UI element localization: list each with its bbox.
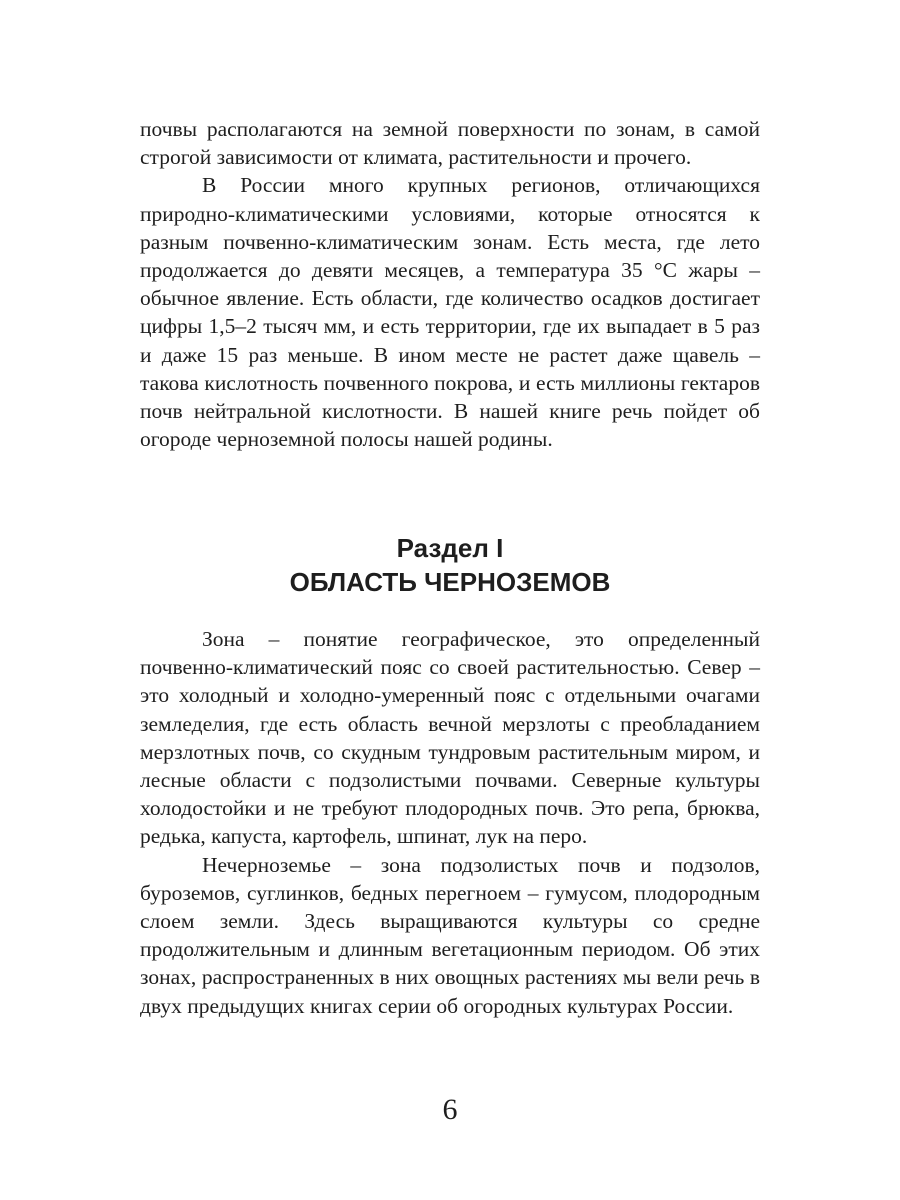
intro-text [140, 115, 760, 453]
paragraph-nonchernozem: Нечерноземье – зона подзолистых почв и подзолов, буроземов, суглинков, бедных перегноем – гумусом, плодородным слоем земли. Здесь выращиваются культуры со средне продолжительным и длинным вегетационным периодом. Об этих зонах, распространенных в них овощных растениях мы вели речь в двух предыдущих книгах серии об огородных культурах России. [140, 852, 760, 1018]
section-heading [140, 531, 760, 599]
page-number: 6 [442, 1093, 458, 1126]
paragraph-zone-definition: Зона – понятие географическое, это определенный почвенно-климатический пояс со своей растительностью. Север – это холодный и холодно-умеренный пояс с отдельными очагами земледелия, где есть область вечной мерзлоты с преобладанием мерзлотных почв, со скудным тундровым растительным миром, и лесные области с подзолистыми почвами. Северные культуры холодостойки и не требуют плодородных почв. Это репа, брюква, редька, капуста, картофель, шпинат, лук на перо. [140, 627, 760, 849]
section-label: Раздел I [396, 533, 504, 563]
section-text [140, 625, 760, 1020]
paragraph-russia-regions: В России много крупных регионов, отличающихся природно-климатическими условиями, которые относятся к разным почвенно-климатическим зонам. Есть места, где лето продолжается до девяти месяцев, а температура 35 °С жары – обычное явление. Есть области, где количество осадков достигает цифры 1,5–2 тысяч мм, и есть территории, где их выпадает в 5 раз и даже 15 раз меньше. В ином месте не растет даже щавель – такова кислотность почвенного покрова, и есть миллионы гектаров почв нейтральной кислотности. В нашей книге речь пойдет об огороде черноземной полосы нашей родины. [140, 173, 760, 452]
paragraph-continuation: почвы располагаются на земной поверхности по зонам, в самой строгой зависимости от климата, растительности и прочего. [140, 117, 760, 170]
section-title: ОБЛАСТЬ ЧЕРНОЗЕМОВ [289, 567, 611, 597]
